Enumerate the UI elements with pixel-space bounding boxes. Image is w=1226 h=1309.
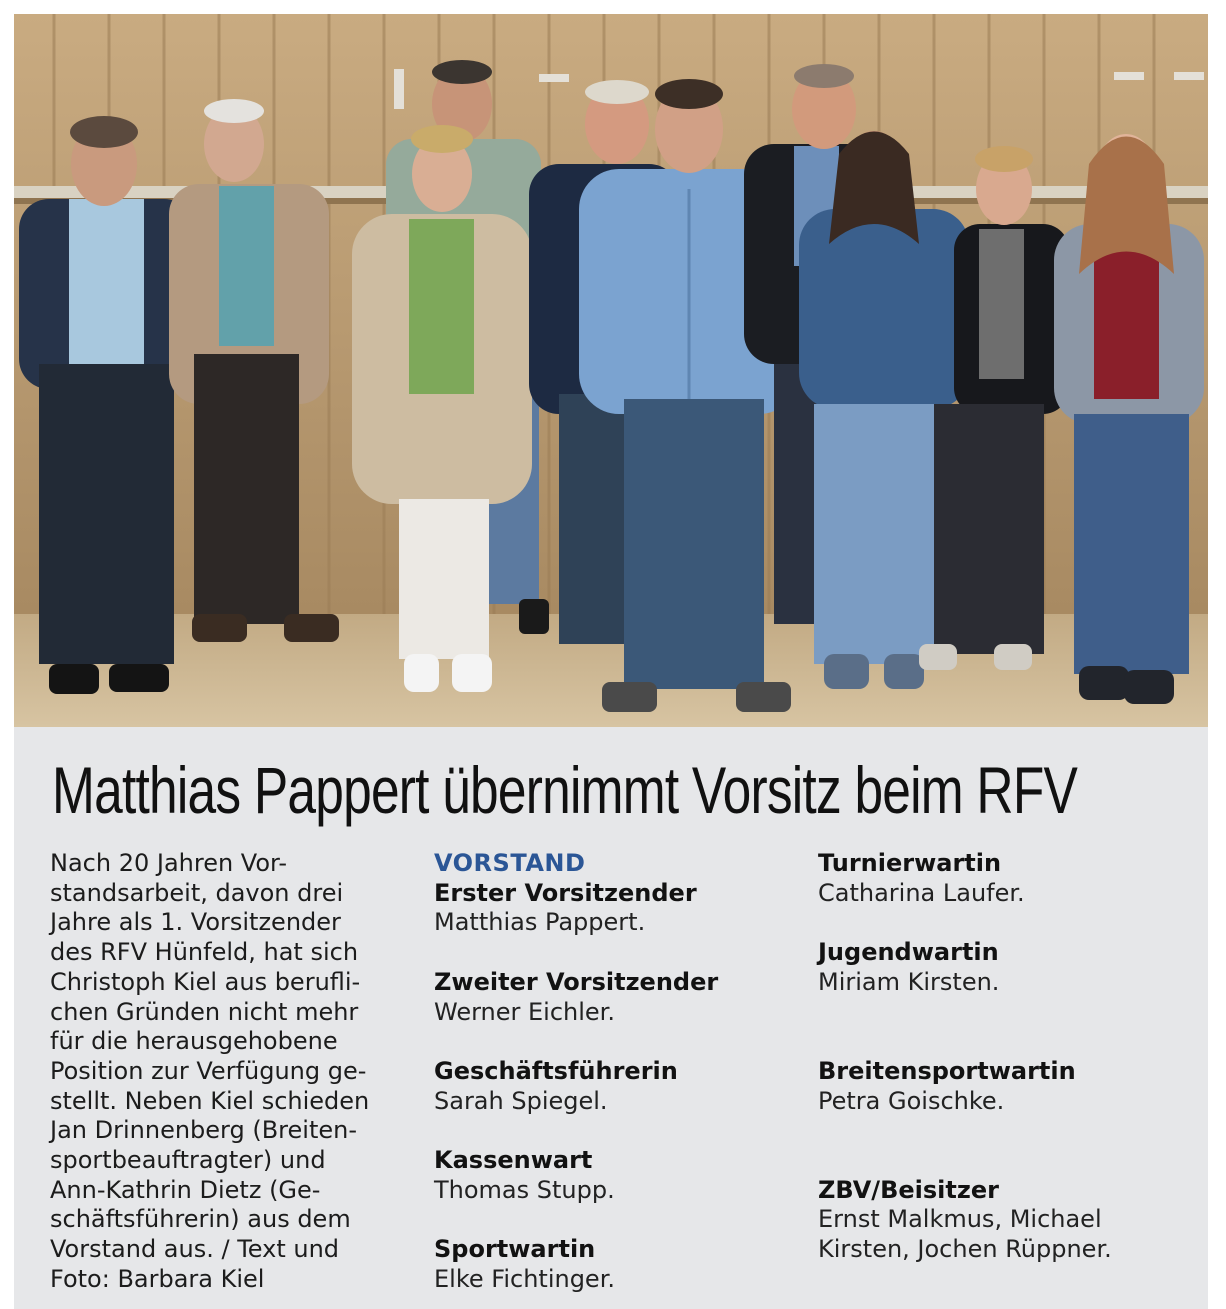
board-column-2 <box>818 849 1198 1265</box>
article-headline: Matthias Pappert übernimmt Vorsitz beim RFV <box>52 753 1078 827</box>
board-member: Miriam Kirsten. <box>818 967 1000 996</box>
board-role: ZBV/Beisitzer <box>818 1175 999 1204</box>
body-line: sportbeauftragter) und <box>50 1146 326 1175</box>
body-line: Nach 20 Jahren Vor- <box>50 849 288 877</box>
board-member: Petra Goischke. <box>818 1086 1005 1115</box>
body-line: des RFV Hünfeld, hat sich <box>50 938 359 967</box>
board-member: Kirsten, Jochen Rüppner. <box>818 1235 1112 1264</box>
board-role: Jugendwartin <box>818 938 999 967</box>
board-column-1 <box>434 849 794 1294</box>
group-photo <box>14 14 1208 727</box>
board-member: Werner Eichler. <box>434 997 615 1026</box>
board-role: Geschäftsführerin <box>434 1056 678 1085</box>
board-role: Erster Vorsitzender <box>434 878 697 907</box>
body-line: Position zur Verfügung ge- <box>50 1056 367 1085</box>
body-line: Christoph Kiel aus berufli- <box>50 967 361 996</box>
board-member: Thomas Stupp. <box>434 1175 615 1204</box>
board-role: Kassenwart <box>434 1145 593 1174</box>
board-member: Matthias Pappert. <box>434 908 646 937</box>
body-line: Vorstand aus. / Text und <box>50 1235 340 1264</box>
board-heading: VORSTAND <box>434 849 586 877</box>
body-line: Jan Drinnenberg (Breiten- <box>50 1116 357 1145</box>
body-line: schäftsführerin) aus dem <box>50 1205 351 1234</box>
body-line: Jahre als 1. Vorsitzender <box>50 908 341 937</box>
body-line: Ann-Kathrin Dietz (Ge- <box>50 1175 321 1204</box>
board-member: Catharina Laufer. <box>818 878 1025 907</box>
article-body-text <box>50 849 410 1295</box>
board-role: Turnierwartin <box>818 849 1002 877</box>
board-member: Sarah Spiegel. <box>434 1086 608 1115</box>
body-line: chen Gründen nicht mehr <box>50 997 359 1026</box>
group-photo-illustration <box>14 14 1208 727</box>
body-line: standsarbeit, davon drei <box>50 878 344 907</box>
body-line: stellt. Neben Kiel schieden <box>50 1086 370 1115</box>
article-body <box>50 849 410 1295</box>
body-line: Foto: Barbara Kiel <box>50 1264 265 1293</box>
board-role: Breitensportwartin <box>818 1056 1076 1085</box>
board-role: Zweiter Vorsitzender <box>434 967 719 996</box>
board-member: Elke Fichtinger. <box>434 1264 615 1293</box>
board-role: Sportwartin <box>434 1235 596 1264</box>
board-member: Ernst Malkmus, Michael <box>818 1205 1102 1234</box>
body-line: für die herausgehobene <box>50 1027 338 1056</box>
article-panel <box>14 727 1208 1309</box>
